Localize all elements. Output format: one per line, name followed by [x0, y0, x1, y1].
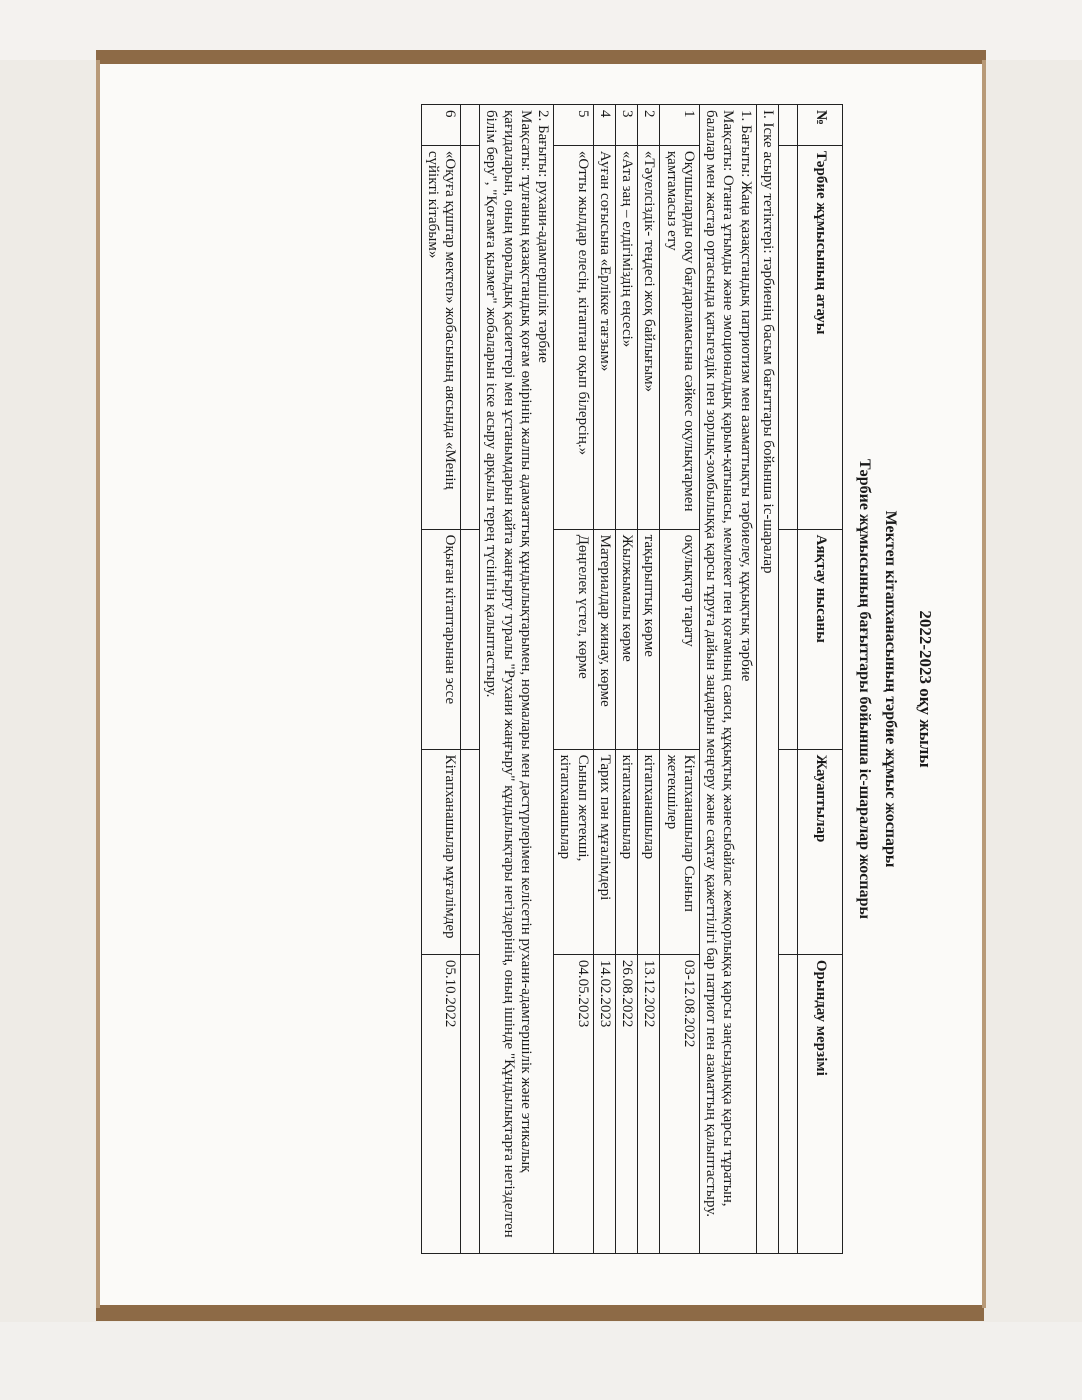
responsible: Сынып жетекші, кітапханашылар	[554, 749, 594, 954]
activity-name: «Отты жылдар елесін, кітаптан оқып білерсің.»	[554, 145, 594, 529]
table-spacer-row	[779, 105, 798, 1254]
direction-1-goal: Мақсаты: Отанға ұтымды және эмоционалдық қарым-қатынасы, мемлекет пен қоғамның саяси, құқықтық жәнесыбайлас жемқорлыққа қарсы заңсыздыққа қарсы тұратын, балалар мен жастар ортасында қатыгездік пен зорлық-зомбылыққа қарсы тұруға дайын заңдарын меңгеру және сақтау қажеттілігі бар патриот пен азаматтың қалыптастыру.	[703, 110, 737, 1218]
table-row	[616, 105, 638, 1254]
responsible: кітапханашылар	[616, 749, 638, 954]
completion-form: Оқыған кітаптарынан эссе	[421, 529, 461, 749]
responsible: Кітапханашылар Сынып жетекшілер	[660, 749, 700, 954]
table-spacer-row	[461, 105, 480, 1254]
responsible: Тарих пән мұғалімдері	[593, 749, 615, 954]
deadline: 03-12.08.2022	[660, 954, 700, 1253]
row-number: 6	[421, 105, 461, 146]
direction-2-title: 2. Бағыты: рухани-адамгершілік тәрбие	[535, 110, 552, 363]
activity-plan-table	[421, 104, 843, 1254]
header-number: №	[798, 105, 843, 146]
binder-edge-top	[96, 50, 986, 64]
deadline: 26.08.2022	[616, 954, 638, 1253]
deadline: 14.02.2023	[593, 954, 615, 1253]
direction-row	[700, 105, 757, 1254]
row-number: 5	[554, 105, 594, 146]
activity-name: «Оқуға құштар мектеп» жобасының аясында «Менің сүйікті кітабым»	[421, 145, 461, 529]
activity-name: «Ата заң – елдігіміздің еңсесі»	[616, 145, 638, 529]
plan-title: Мектеп кітапханасының тәрбие жұмыс жоспары	[882, 510, 899, 868]
plan-subtitle: Тәрбие жұмысының бағыттары бойынша іс-шаралар жоспары	[856, 458, 873, 919]
activity-name: Ауған соғысына «Ерлікке тағзым»	[593, 145, 615, 529]
table-header-row	[798, 105, 843, 1254]
completion-form: Материалдар жинау, көрме	[593, 529, 615, 749]
header-deadline: Орындау мерзімі	[798, 954, 843, 1253]
completion-form: Дөңгелек үстел, көрме	[554, 529, 594, 749]
table-row	[421, 105, 461, 1254]
responsible: Кітапханашылар мұғалімдер	[421, 749, 461, 954]
year-title: 2022-2023 оқу жылы	[916, 610, 935, 768]
deadline: 04.05.2023	[554, 954, 594, 1253]
section-row	[756, 105, 778, 1254]
row-number: 2	[638, 105, 660, 146]
completion-form: оқулықтар тарату	[660, 529, 700, 749]
document-paper	[100, 64, 982, 1305]
header-responsible: Жауаптылар	[798, 749, 843, 954]
table-row	[593, 105, 615, 1254]
row-number: 3	[616, 105, 638, 146]
header-activity-name: Тәрбие жұмысының атауы	[798, 145, 843, 529]
direction-row	[480, 105, 554, 1254]
deadline: 13.12.2022	[638, 954, 660, 1253]
completion-form: Жылжымалы көрме	[616, 529, 638, 749]
page-edge-right	[982, 60, 986, 1308]
direction-1-title: 1. Бағыты: Жаңа қазақстандық патриотизм мен азаматтықты тәрбиелеу, құқықтық тәрбие	[737, 110, 754, 682]
header-completion-form: Аяқтау нысаны	[798, 529, 843, 749]
rotated-page	[135, 84, 935, 1294]
row-number: 4	[593, 105, 615, 146]
activity-name: Оқушыларды оқу бағдарламасына сәйкес оқулықтармен қамтамасыз ету	[660, 145, 700, 529]
deadline: 05.10.2022	[421, 954, 461, 1253]
table-row	[638, 105, 660, 1254]
responsible: кітапханашылар	[638, 749, 660, 954]
table-row	[660, 105, 700, 1254]
section-1-title: І. Іске асыру тетіктері: тәрбиенің басым бағыттары бойынша іс-шаралар	[756, 105, 778, 1254]
table-row	[554, 105, 594, 1254]
activity-name: «Тәуелсіздік- теңдесі жоқ байлығым»	[638, 145, 660, 529]
direction-2-goal: Мақсаты: тұлғаның қазақстандық қоғам өмірінің жалпы адамзаттық құндылықтарымен, нормалары мен дәстүрлерімен келісетін рухани-адамгершілік және этикалық қағидаларын, оның моральдық қасиеттері мен ұстанымдарын қайта жаңғырту туралы "Рухани жаңғыру" құндылықтары негіздерінің, оның ішінде "Құндылықтарға негізделген білім беру", "Қоғамға қызмет" жобаларын іске асыру арқылы терең түсінігін қалыптастыру.	[483, 110, 534, 1238]
binder-edge-bottom	[96, 1305, 984, 1321]
direction-2-cell	[480, 105, 554, 1254]
direction-1-cell	[700, 105, 757, 1254]
row-number: 1	[660, 105, 700, 146]
background-bottom	[0, 1322, 1082, 1400]
completion-form: тақырыптық көрме	[638, 529, 660, 749]
